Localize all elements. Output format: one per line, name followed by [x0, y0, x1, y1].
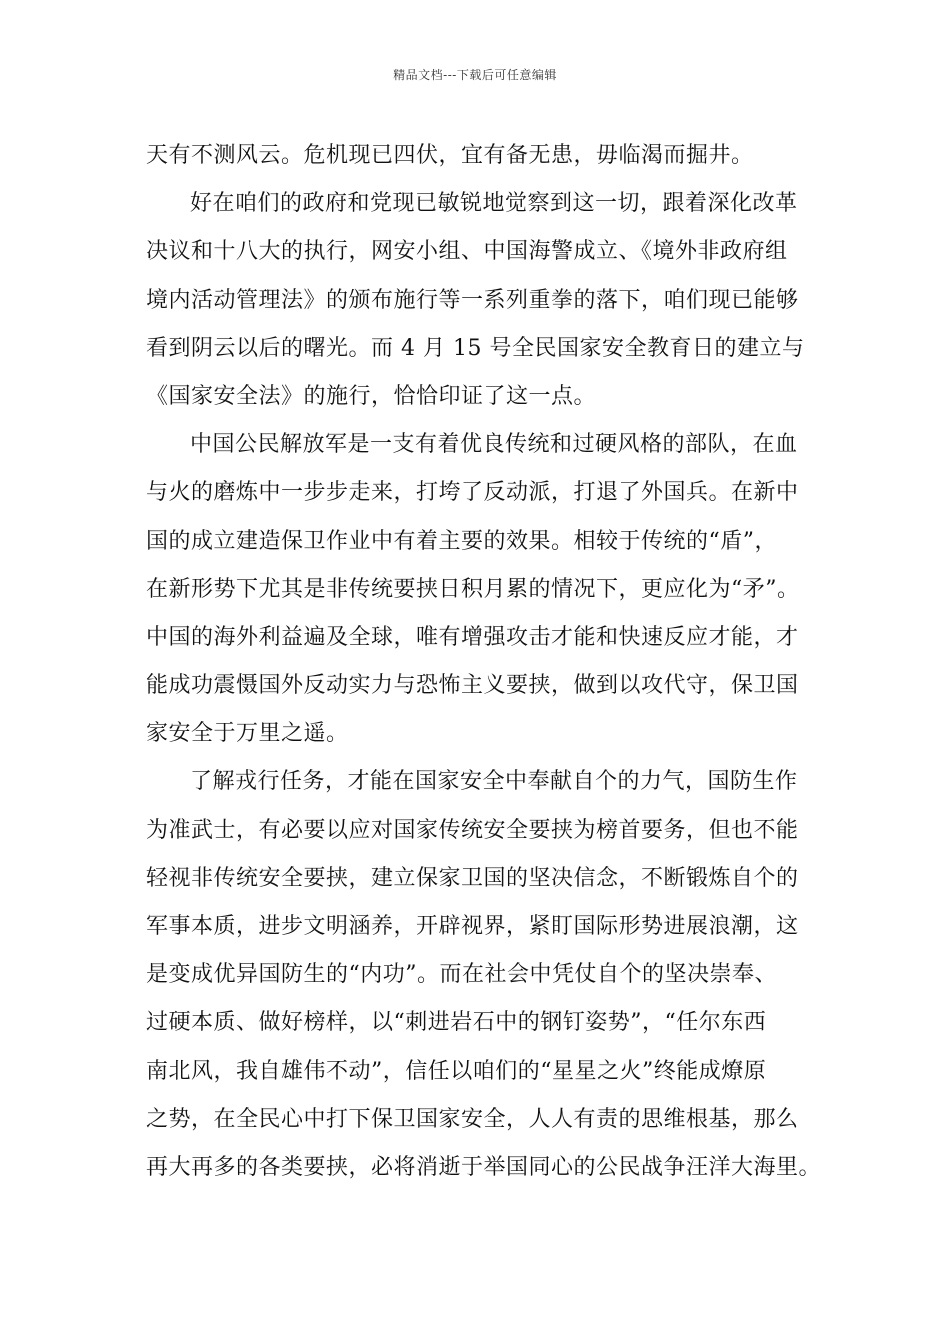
text-line: 决议和十八大的执行，网安小组、中国海警成立、《境外非政府组	[146, 239, 788, 265]
text-line: 轻视非传统安全要挟，建立保家卫国的坚决信念，不断锻炼自个的	[146, 865, 799, 891]
text-line: 看到阴云以后的曙光。而 4 月 15 号全民国家安全教育日的建立与	[146, 335, 805, 361]
text-line: 南北风，我自雄伟不动”，信任以咱们的“星星之火”终能成燎原	[146, 1058, 767, 1084]
paragraph-start-line: 好在咱们的政府和党现已敏锐地觉察到这一切，跟着深化改革	[190, 191, 798, 217]
text-line: 与火的磨炼中一步步走来，打垮了反动派，打退了外国兵。在新中	[146, 480, 799, 506]
text-line: 境内活动管理法》的颁布施行等一系列重拳的落下，咱们现已能够	[146, 287, 799, 313]
page-header: 精品文档---下载后可任意编辑	[393, 68, 557, 82]
document-body	[146, 132, 826, 1192]
text-line: 中国的海外利益遍及全球，唯有增强攻击才能和快速反应才能，才	[146, 624, 799, 650]
text-line: 再大再多的各类要挟，必将消逝于举国同心的公民战争汪洋大海里。	[146, 1154, 822, 1180]
text-line: 能成功震慑国外反动实力与恐怖主义要挟，做到以攻代守，保卫国	[146, 673, 799, 699]
text-line: 《国家安全法》的施行，恰恰印证了这一点。	[146, 383, 597, 409]
text-line: 过硬本质、做好榜样，以“刺进岩石中的钢钉姿势”，“任尔东西	[146, 1010, 767, 1036]
text-line: 在新形势下尤其是非传统要挟日积月累的情况下，更应化为“矛”。	[146, 576, 800, 602]
text-line: 之势，在全民心中打下保卫国家安全，人人有责的思维根基，那么	[146, 1106, 799, 1132]
text-line: 天有不测风云。危机现已四伏，宜有备无患，毋临渴而掘井。	[146, 143, 754, 168]
text-line: 是变成优异国防生的“内功”。而在社会中凭仗自个的坚决崇奉、	[146, 962, 777, 988]
text-line: 国的成立建造保卫作业中有着主要的效果。相较于传统的“盾”，	[146, 528, 777, 554]
paragraph-start-line: 了解戎行任务，才能在国家安全中奉献自个的力气，国防生作	[190, 769, 798, 795]
paragraph-start-line: 中国公民解放军是一支有着优良传统和过硬风格的部队，在血	[190, 432, 798, 458]
text-line: 军事本质，进步文明涵养，开辟视界，紧盯国际形势进展浪潮，这	[146, 914, 799, 939]
text-line: 为准武士，有必要以应对国家传统安全要挟为榜首要务，但也不能	[146, 817, 799, 843]
text-line: 家安全于万里之遥。	[146, 721, 349, 747]
